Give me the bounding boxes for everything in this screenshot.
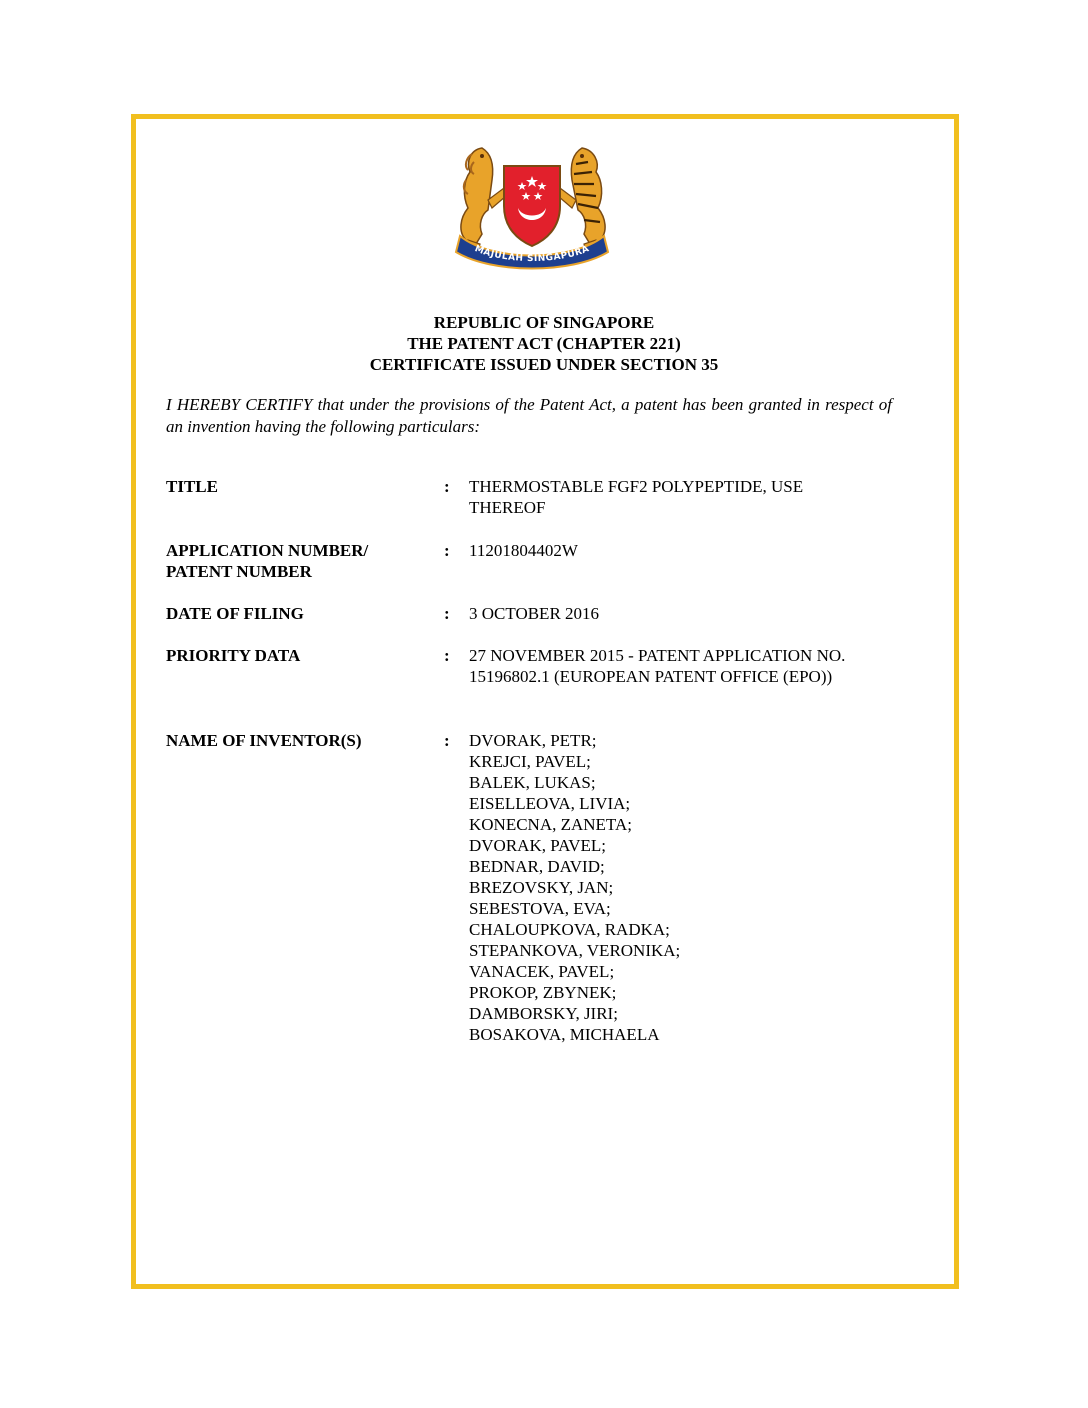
inventor-name: EISELLEOVA, LIVIA; [469, 794, 631, 813]
heading-country: REPUBLIC OF SINGAPORE [433, 313, 655, 332]
application-number-value: 11201804402W [469, 541, 578, 560]
title-colon: : [444, 477, 450, 496]
title-value: THERMOSTABLE FGF2 POLYPEPTIDE, USE THEREOF [469, 477, 804, 517]
inventor-name: KREJCI, PAVEL; [469, 752, 591, 771]
singapore-coat-of-arms-icon [452, 140, 612, 272]
heading-section: CERTIFICATE ISSUED UNDER SECTION 35 [369, 355, 719, 374]
certification-statement: I HEREBY CERTIFY that under the provisions of the Patent Act, a patent has been granted in respect of an invention having the following particulars: [166, 395, 892, 436]
application-number-label [166, 540, 426, 582]
red-shield-icon [504, 166, 560, 246]
certificate-heading [0, 312, 1088, 375]
inventor-name: BALEK, LUKAS; [469, 773, 596, 792]
inventor-name: CHALOUPKOVA, RADKA; [469, 920, 670, 939]
inventor-name: PROKOP, ZBYNEK; [469, 983, 617, 1002]
certificate-border [131, 114, 959, 1289]
filing-date-value: 3 OCTOBER 2016 [469, 604, 600, 623]
heading-act: THE PATENT ACT (CHAPTER 221) [407, 334, 681, 353]
inventor-name: SEBESTOVA, EVA; [469, 899, 611, 918]
priority-data-value: 27 NOVEMBER 2015 - PATENT APPLICATION NO. 15196802.1 (EUROPEAN PATENT OFFICE (EPO)) [469, 646, 846, 686]
filing-date-label: DATE OF FILING [166, 604, 304, 623]
inventors-value [469, 730, 869, 1045]
application-label-line2: PATENT NUMBER [166, 562, 312, 581]
inventor-name: STEPANKOVA, VERONIKA; [469, 941, 681, 960]
filing-colon: : [444, 604, 450, 623]
inventor-name: DVORAK, PETR; [469, 731, 597, 750]
inventor-name: BEDNAR, DAVID; [469, 857, 605, 876]
application-label-line1: APPLICATION NUMBER/ [166, 541, 369, 560]
inventor-name: VANACEK, PAVEL; [469, 962, 615, 981]
inventor-name: BREZOVSKY, JAN; [469, 878, 614, 897]
inventors-label: NAME OF INVENTOR(S) [166, 731, 362, 750]
inventor-name: DVORAK, PAVEL; [469, 836, 606, 855]
inventor-name: KONECNA, ZANETA; [469, 815, 632, 834]
inventor-list [469, 730, 869, 1045]
priority-data-label: PRIORITY DATA [166, 646, 301, 665]
inventor-name: BOSAKOVA, MICHAELA [469, 1025, 660, 1044]
priority-colon: : [444, 646, 450, 665]
motto-text: MAJULAH SINGAPURA [473, 244, 591, 265]
title-label: TITLE [166, 477, 218, 496]
lion-supporter-icon [461, 148, 506, 252]
tiger-supporter-icon [558, 148, 605, 252]
inventor-name: DAMBORSKY, JIRI; [469, 1004, 618, 1023]
application-colon: : [444, 541, 450, 560]
inventors-colon: : [444, 731, 450, 750]
